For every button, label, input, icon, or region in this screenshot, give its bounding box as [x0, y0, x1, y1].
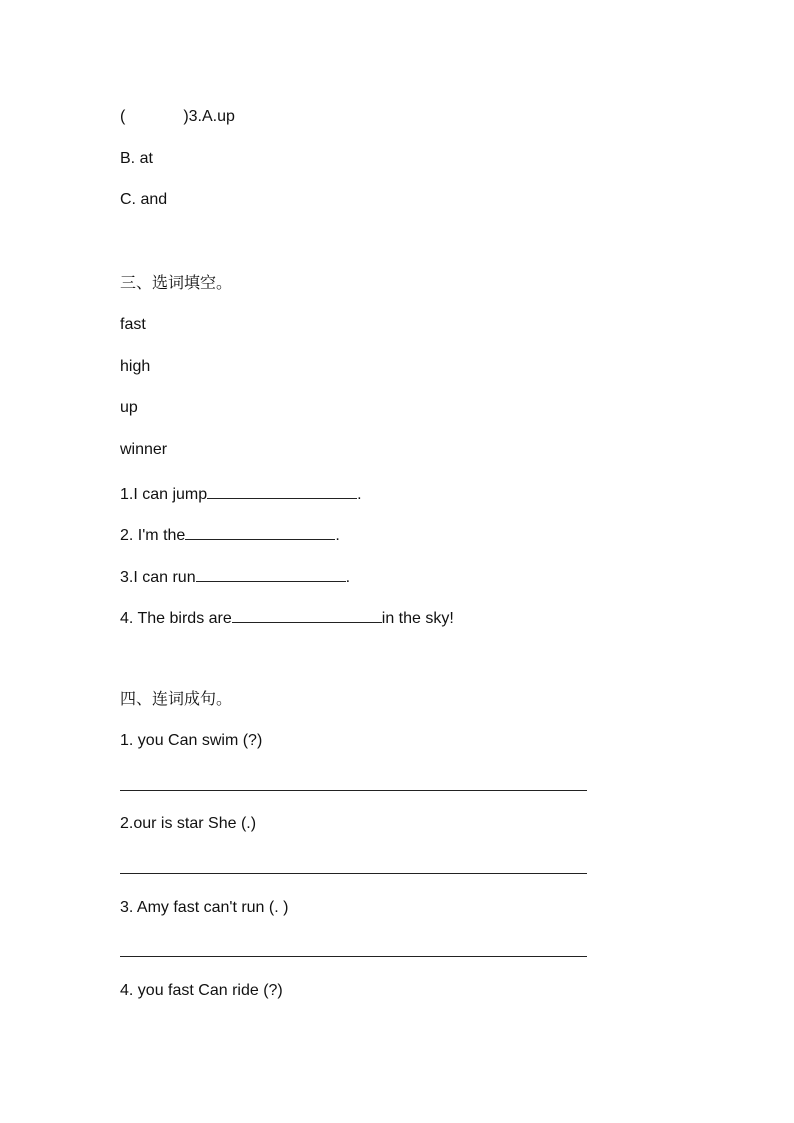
fill-blank[interactable] [232, 606, 382, 623]
reorder-item-3: 3. Amy fast can't run (. ) [120, 899, 289, 916]
answer-open-paren: ( [120, 108, 126, 125]
fill-sentence-2 [120, 523, 340, 546]
question-3-option-b: B. at [120, 150, 153, 167]
sentence-text: 1.I can jump [120, 486, 208, 503]
sentence-text: 2. I'm the [120, 527, 186, 544]
fill-blank[interactable] [185, 523, 335, 540]
fill-blank[interactable] [196, 565, 346, 582]
fill-sentence-4 [120, 606, 454, 629]
sentence-text: 3.I can run [120, 569, 196, 586]
word-bank-item: up [120, 399, 138, 416]
section-3-heading: 三、选词填空。 [120, 273, 233, 292]
sentence-end: in the sky! [381, 610, 454, 627]
answer-line-3[interactable] [120, 956, 587, 957]
reorder-item-2: 2.our is star She (.) [120, 815, 257, 832]
answer-line-2[interactable] [120, 873, 587, 874]
section-4-heading: 四、连词成句。 [120, 689, 233, 708]
reorder-item-1: 1. you Can swim (?) [120, 732, 263, 749]
question-3-option-a [120, 107, 235, 127]
sentence-end: . [357, 486, 362, 503]
sentence-end: . [345, 569, 351, 586]
sentence-text: 4. The birds are [120, 610, 232, 627]
word-bank-item: fast [120, 316, 146, 333]
fill-sentence-1 [120, 482, 362, 505]
question-3-option-c: C. and [120, 191, 168, 208]
sentence-end: . [335, 527, 340, 544]
option-a-label: )3.A.up [183, 108, 235, 125]
answer-line-1[interactable] [120, 790, 587, 791]
word-bank-item: winner [120, 441, 168, 458]
fill-blank[interactable] [207, 482, 357, 499]
reorder-item-4: 4. you fast Can ride (?) [120, 982, 283, 999]
word-bank-item: high [120, 358, 151, 375]
fill-sentence-3 [120, 565, 350, 588]
